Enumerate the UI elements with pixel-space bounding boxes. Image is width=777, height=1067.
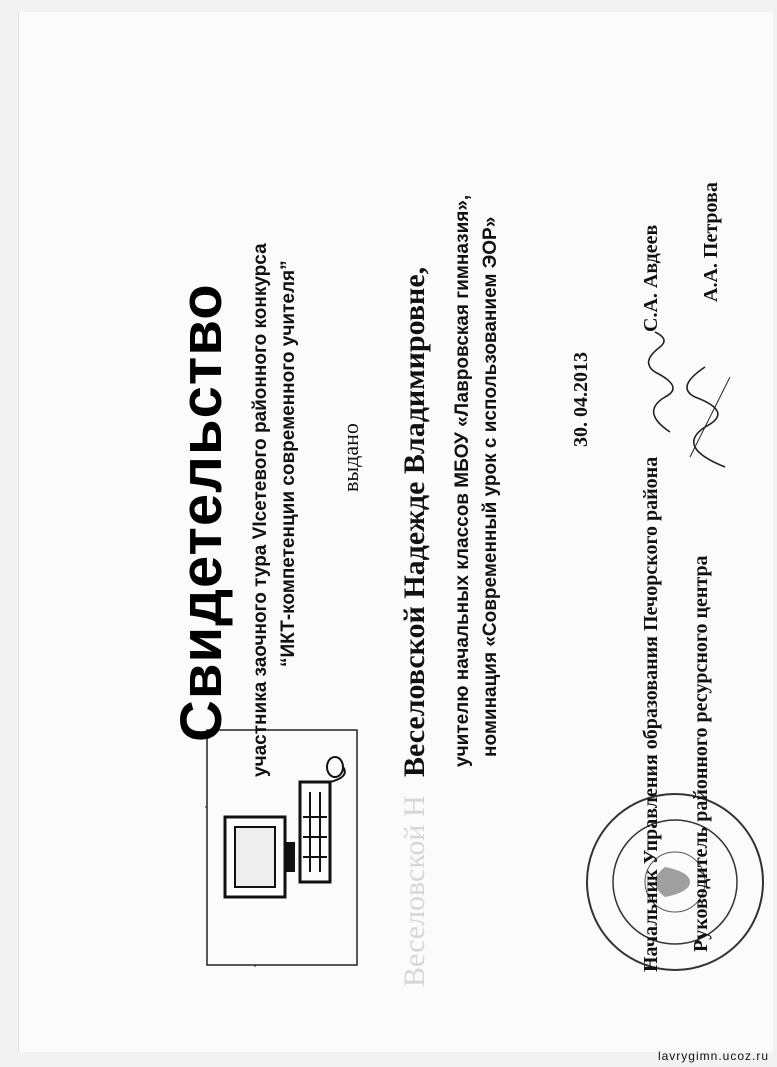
site-watermark: lavrygimn.ucoz.ru xyxy=(657,1049,769,1063)
certificate-subtitle-line1: участника заочного тура VIсетевого районного конкурса xyxy=(250,243,271,777)
position-line: учителю начальных классов МБОУ «Лавровская гимназия», xyxy=(452,194,473,767)
signature-petrova-icon xyxy=(670,357,745,477)
signer2-role: Руководитель районного ресурсного центра xyxy=(690,555,712,952)
certificate-title: Свидетельство xyxy=(169,283,234,742)
signer1-role: Начальник Управления образования Печорского района xyxy=(640,456,662,972)
official-stamp-icon xyxy=(580,787,770,977)
computer-clipart-icon xyxy=(205,727,365,967)
signer1-name: С.А. Авдеев xyxy=(640,224,662,332)
certificate-date: 30. 04.2013 xyxy=(570,352,592,447)
signer2-name: А.А. Петрова xyxy=(700,182,722,302)
issued-label: выдано xyxy=(338,423,363,492)
bleed-through-text: Веселовской Н xyxy=(398,795,431,987)
recipient-name: Веселовской Надежде Владимировне, xyxy=(398,266,431,777)
certificate-subtitle-line2: “ИКТ-компетенции современного учителя” xyxy=(278,260,299,667)
nomination-line: номинация «Современный урок с использованием ЭОР» xyxy=(480,216,501,757)
